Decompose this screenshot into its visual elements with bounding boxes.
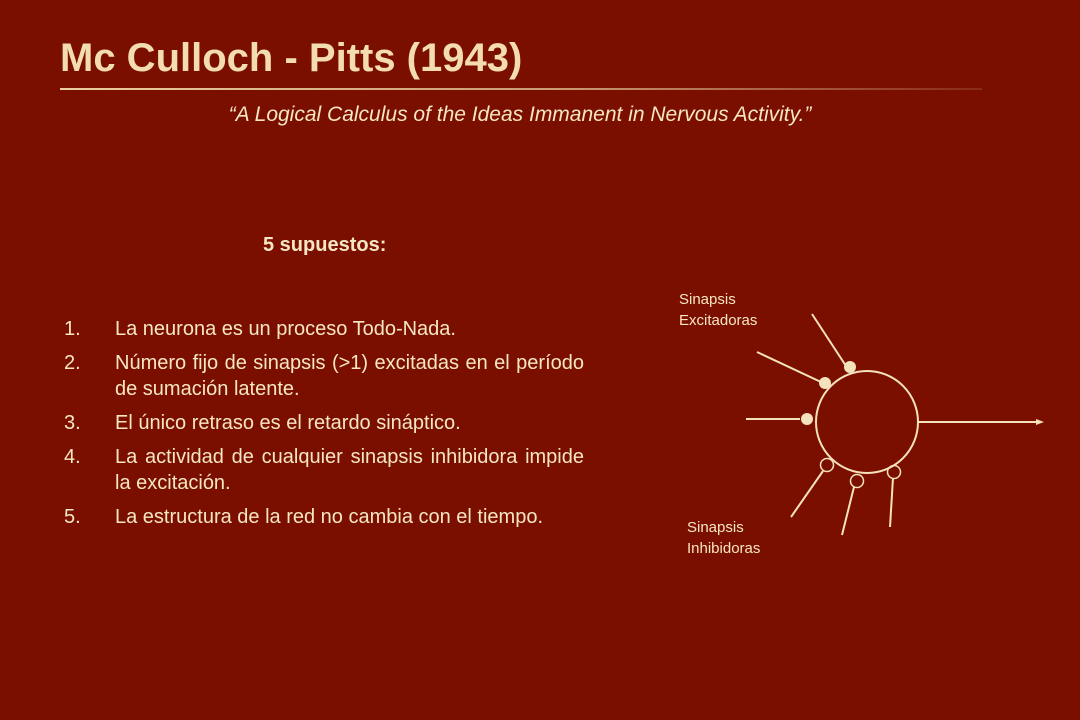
slide-title: Mc Culloch - Pitts (1943) xyxy=(60,36,523,80)
excitatory-input-line xyxy=(812,314,846,366)
list-number: 4. xyxy=(64,446,81,468)
label-line: Inhibidoras xyxy=(687,540,761,557)
list-number: 2. xyxy=(64,352,81,374)
list-number: 1. xyxy=(64,318,81,340)
list-number: 5. xyxy=(64,506,81,528)
excitatory-synapse xyxy=(819,377,831,389)
list-text: La actividad de cualquier sinapsis inhibidora impide la excitación. xyxy=(115,446,584,494)
inhibitory-synapse xyxy=(851,475,864,488)
arrow-head-icon xyxy=(1036,419,1044,425)
excitatory-input-line xyxy=(757,352,821,382)
excitatory-synapse xyxy=(801,413,813,425)
excitatory-synapse xyxy=(844,361,856,373)
inhibitory-synapses-label xyxy=(687,517,760,559)
inhibitory-input-line xyxy=(890,478,893,527)
neuron-body xyxy=(816,371,918,473)
slide-subtitle: “A Logical Calculus of the Ideas Immanent in Nervous Activity.” xyxy=(228,103,812,126)
inhibitory-input-line xyxy=(791,471,823,517)
assumptions-heading: 5 supuestos: xyxy=(263,234,387,256)
label-line: Excitadoras xyxy=(679,312,758,329)
label-line: Sinapsis xyxy=(679,291,736,308)
list-text: El único retraso es el retardo sináptico. xyxy=(115,412,461,434)
list-text: La neurona es un proceso Todo-Nada. xyxy=(115,318,456,340)
inhibitory-input-line xyxy=(842,487,854,535)
inhibitory-synapse xyxy=(821,459,834,472)
label-line: Sinapsis xyxy=(687,519,744,536)
inhibitory-synapse xyxy=(888,466,901,479)
list-text: Número fijo de sinapsis (>1) excitadas en el período de sumación latente. xyxy=(115,352,584,400)
list-number: 3. xyxy=(64,412,81,434)
list-text: La estructura de la red no cambia con el tiempo. xyxy=(115,506,544,528)
excitatory-synapses-label xyxy=(679,289,757,331)
